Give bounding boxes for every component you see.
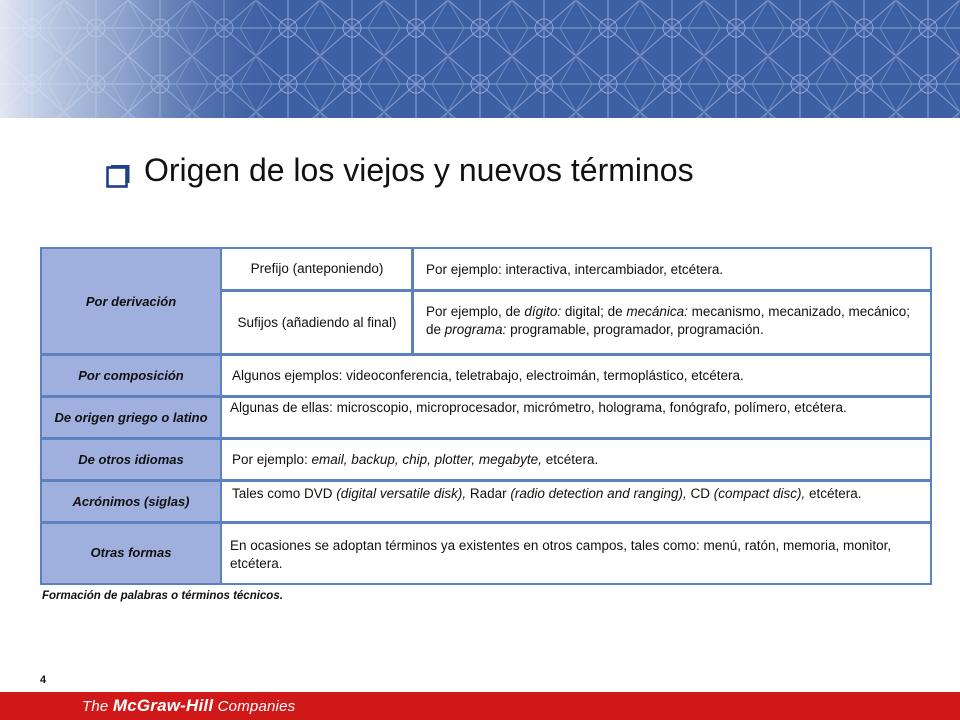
category-label: De otros idiomas [78, 452, 184, 467]
cell-text: Algunos ejemplos: videoconferencia, teletrabajo, electroimán, termoplástico, etcétera. [232, 368, 744, 383]
text-run: CD [686, 486, 714, 501]
text-run: etcétera. [805, 486, 862, 501]
text-run: Tales como DVD [232, 486, 337, 501]
category-acronimos [42, 481, 222, 523]
checkbox-bullet-icon [106, 159, 130, 183]
text-run: digital; de [561, 304, 627, 319]
category-label: Otras formas [90, 545, 172, 560]
cell-text: Algunas de ellas: microscopio, microprocesador, micrómetro, holograma, fonógrafo, polímero, etcétera. [230, 400, 847, 415]
composicion-examples [222, 355, 930, 397]
logo-prefix: The [82, 698, 113, 715]
grid-divider [411, 249, 414, 355]
grid-divider [42, 353, 930, 356]
text-run: etcétera. [541, 452, 599, 467]
otros-idiomas-examples [222, 439, 930, 481]
text-run: Radar [466, 486, 511, 501]
category-composicion [42, 355, 222, 397]
sufijos-examples [414, 291, 930, 355]
slide-title-text: Origen de los viejos y nuevos términos [144, 152, 694, 188]
text-run-italic: (compact disc), [713, 486, 806, 501]
grid-divider [42, 395, 930, 398]
table-caption: Formación de palabras o términos técnicos. [42, 590, 283, 602]
terms-table [40, 247, 932, 585]
text-run-italic: (digital versatile disk), [336, 486, 467, 501]
origen-examples [222, 397, 930, 439]
publisher-logo [82, 696, 295, 717]
category-origen [42, 397, 222, 439]
slide-title [106, 152, 694, 189]
text-run-italic: mecánica: [626, 304, 688, 319]
category-derivacion [42, 249, 222, 355]
grid-divider [222, 289, 930, 292]
prefijo-subcategory [222, 249, 412, 289]
text-run: mecanismo, mecanizado, mecánico; de [426, 304, 911, 337]
cell-text: Por ejemplo: interactiva, intercambiador, etcétera. [426, 262, 724, 277]
prefijo-examples [414, 249, 930, 289]
text-run: programable, programador, programación. [506, 322, 764, 337]
sufijos-subcategory [222, 291, 412, 355]
subcategory-label: Prefijo (anteponiendo) [250, 261, 384, 276]
logo-brand: McGraw-Hill [112, 696, 214, 715]
category-otros-idiomas [42, 439, 222, 481]
text-run: Por ejemplo, de [426, 304, 525, 319]
grid-divider [42, 479, 930, 482]
text-run-italic: (radio detection and ranging), [510, 486, 687, 501]
banner-pattern [0, 0, 960, 118]
grid-divider [42, 521, 930, 524]
category-label: De origen griego o latino [54, 410, 208, 425]
grid-divider [42, 437, 930, 440]
text-run-italic: dígito: [524, 304, 562, 319]
subcategory-label: Sufijos (añadiendo al final) [237, 315, 397, 330]
header-banner [0, 0, 960, 118]
page-number: 4 [40, 674, 47, 686]
text-run: Por ejemplo: [232, 452, 312, 467]
text-run-italic: programa: [444, 322, 507, 337]
category-otras-formas [42, 523, 222, 583]
cell-text: En ocasiones se adoptan términos ya existentes en otros campos, tales como: menú, ratón, memoria, monitor, etcétera. [230, 538, 892, 571]
logo-suffix: Companies [213, 698, 296, 715]
category-label: Por composición [78, 368, 184, 383]
text-run-italic: email, backup, chip, plotter, megabyte, [311, 452, 542, 467]
otras-formas-examples [222, 523, 930, 583]
acronimos-examples [222, 481, 930, 523]
category-label: Acrónimos (siglas) [72, 494, 190, 509]
category-label: Por derivación [85, 294, 177, 309]
